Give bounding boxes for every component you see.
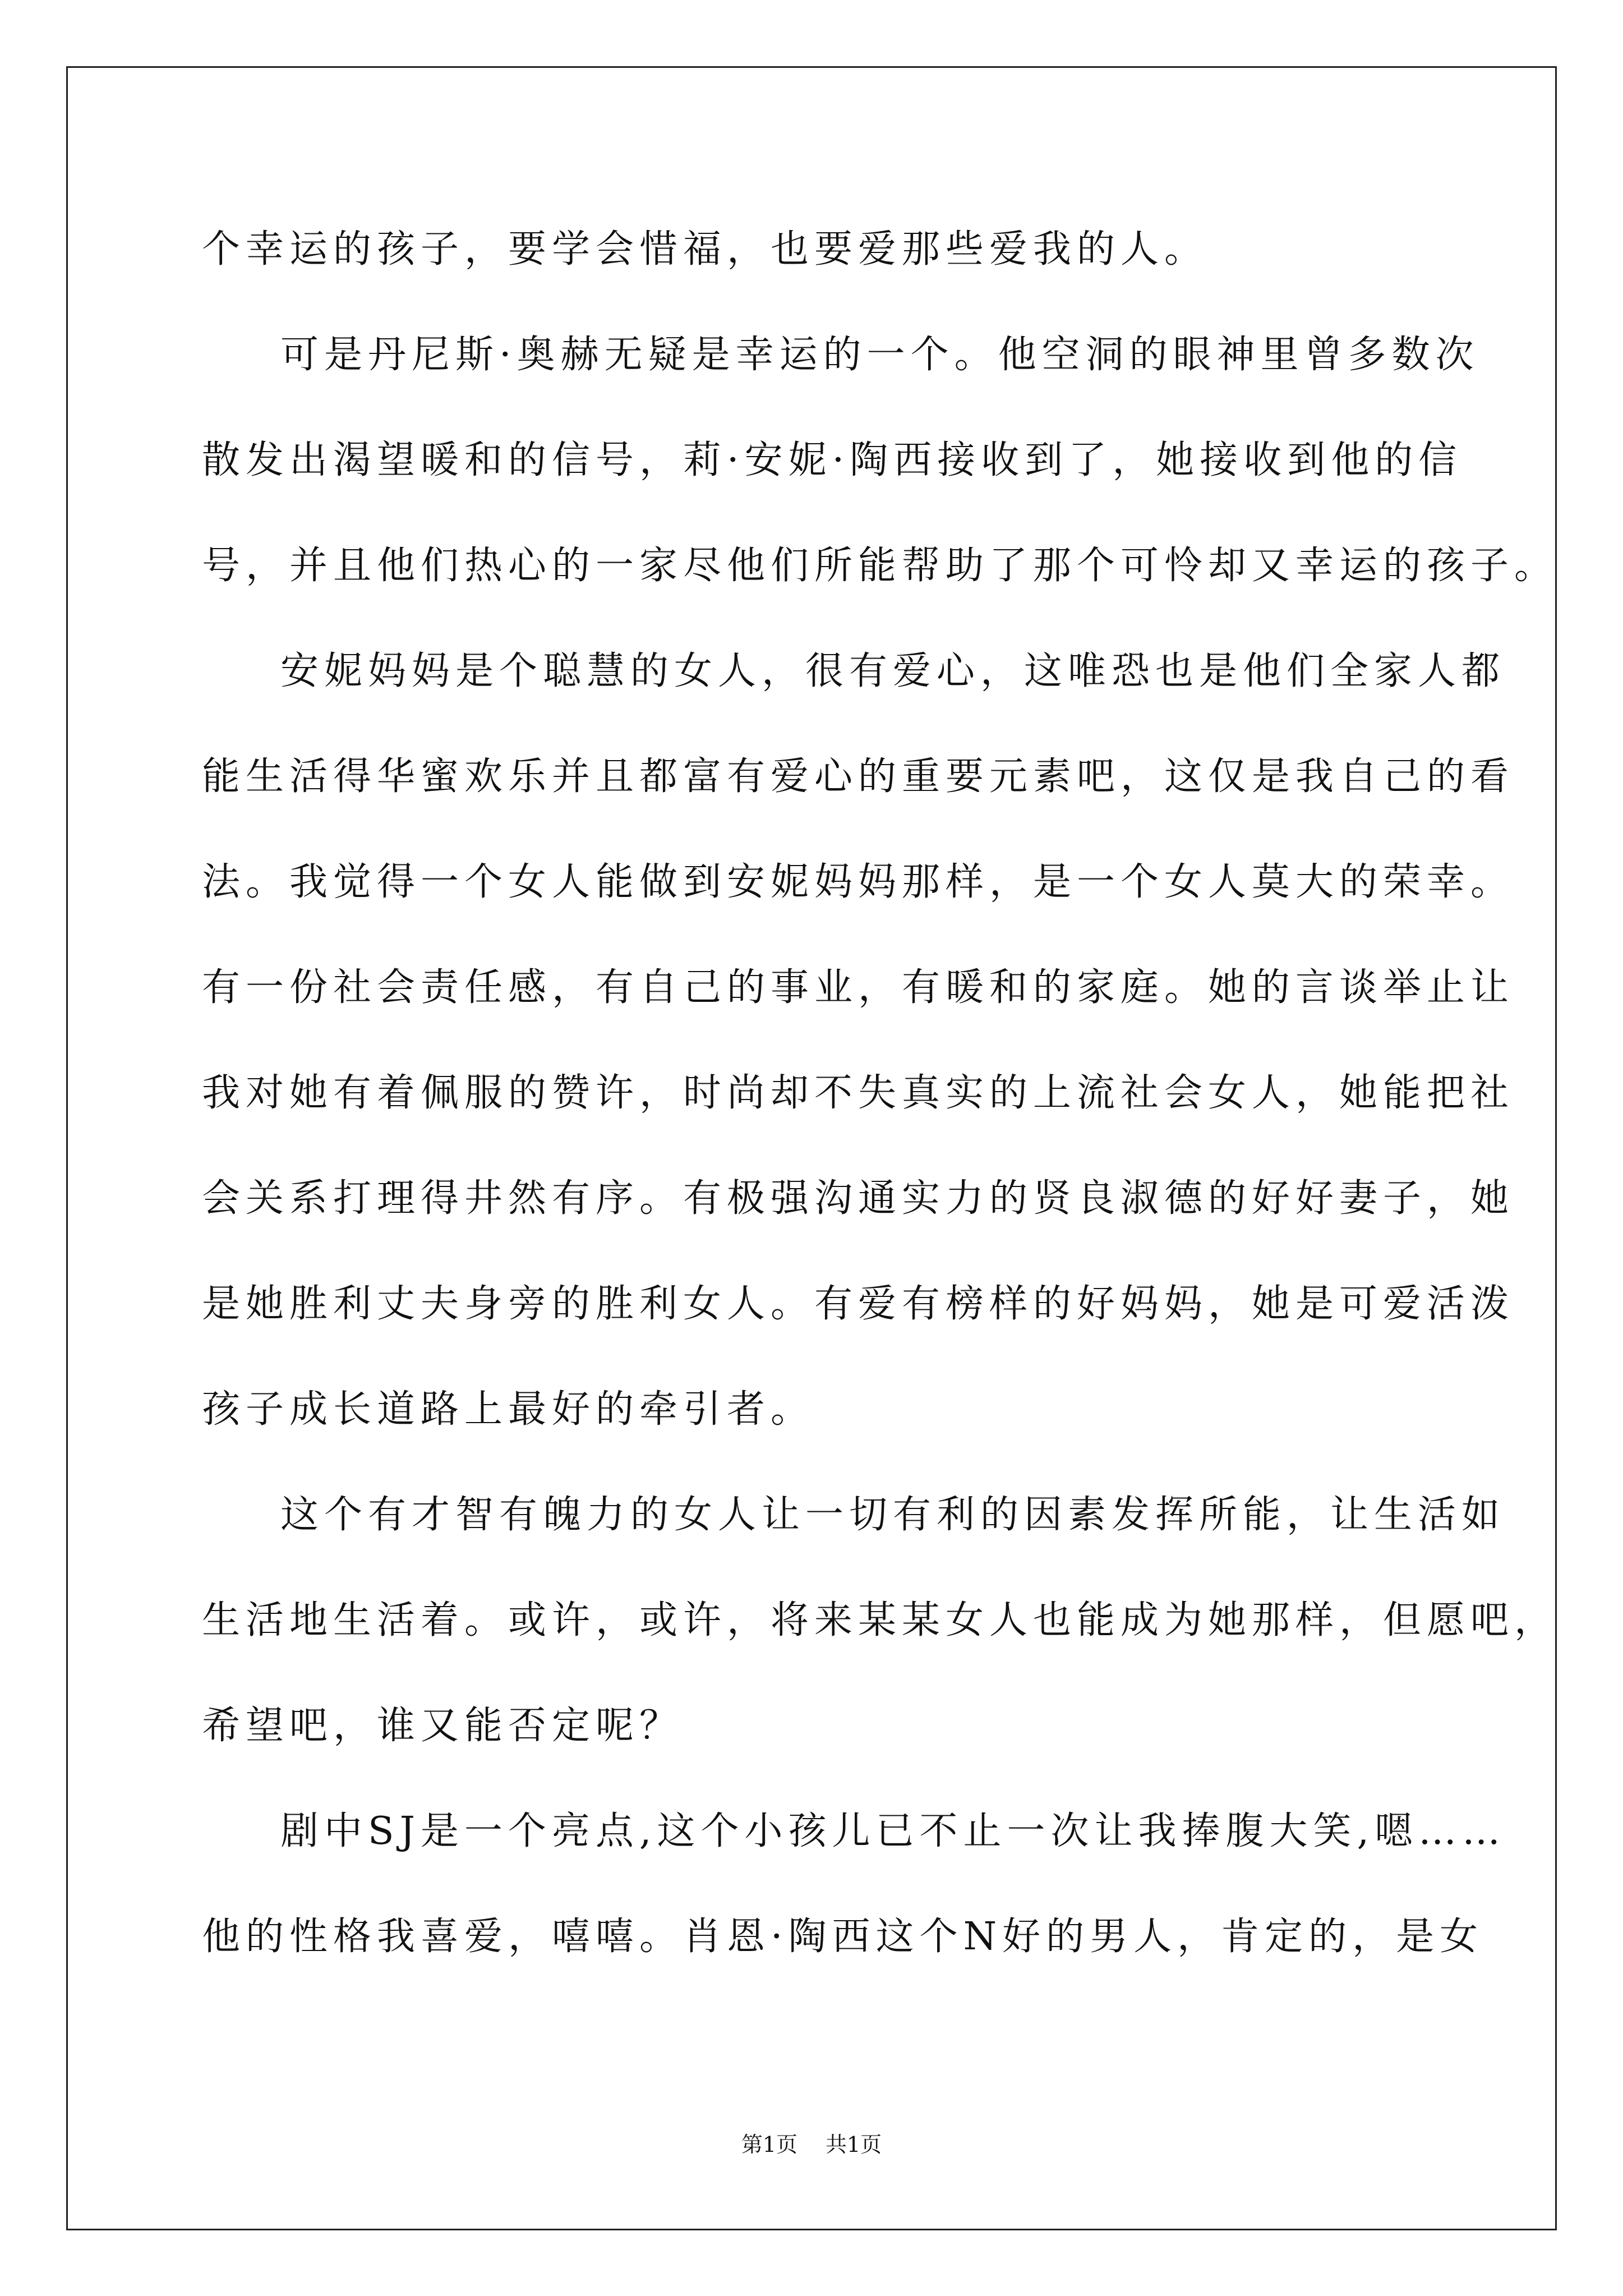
text-line: 可是丹尼斯·奥赫无疑是幸运的一个。他空洞的眼神里曾多数次 (280, 333, 1479, 377)
text-line: 他的性格我喜爱，嘻嘻。肖恩·陶西这个N好的男人，肯定的，是女 (202, 1915, 1484, 1959)
page-footer (0, 2131, 1623, 2159)
text-line: 会关系打理得井然有序。有极强沟通实力的贤良淑德的好好妻子，她 (202, 1176, 1515, 1221)
page-total: 共1页 (826, 2132, 882, 2157)
text-line: 希望吧，谁又能否定呢？ (202, 1704, 684, 1748)
text-line: 安妮妈妈是个聪慧的女人，很有爱心，这唯恐也是他们全家人都 (280, 649, 1506, 693)
text-line: 剧中SJ是一个亮点,这个小孩儿已不止一次让我捧腹大笑,嗯…… (280, 1809, 1506, 1853)
text-line: 法。我觉得一个女人能做到安妮妈妈那样，是一个女人莫大的荣幸。 (202, 860, 1515, 904)
text-line: 号，并且他们热心的一家尽他们所能帮助了那个可怜却又幸运的孩子。 (202, 544, 1559, 588)
text-line: 我对她有着佩服的赞许，时尚却不失真实的上流社会女人，她能把社 (202, 1071, 1515, 1115)
text-line: 有一份社会责任感，有自己的事业，有暖和的家庭。她的言谈举止让 (202, 965, 1515, 1010)
text-line: 散发出渴望暖和的信号，莉·安妮·陶西接收到了，她接收到他的信 (202, 438, 1463, 482)
text-line: 这个有才智有魄力的女人让一切有利的因素发挥所能，让生活如 (280, 1493, 1506, 1537)
text-line: 能生活得华蜜欢乐并且都富有爱心的重要元素吧，这仅是我自己的看 (202, 754, 1515, 799)
page-number: 第1页 (741, 2132, 797, 2157)
text-line: 是她胜利丈夫身旁的胜利女人。有爱有榜样的好妈妈，她是可爱活泼 (202, 1282, 1515, 1326)
text-line: 孩子成长道路上最好的牵引者。 (202, 1387, 815, 1432)
document-body (202, 213, 1559, 2006)
text-line: 生活地生活着。或许，或许，将来某某女人也能成为她那样，但愿吧， (202, 1598, 1559, 1642)
text-line: 个幸运的孩子，要学会惜福，也要爱那些爱我的人。 (202, 227, 1209, 272)
